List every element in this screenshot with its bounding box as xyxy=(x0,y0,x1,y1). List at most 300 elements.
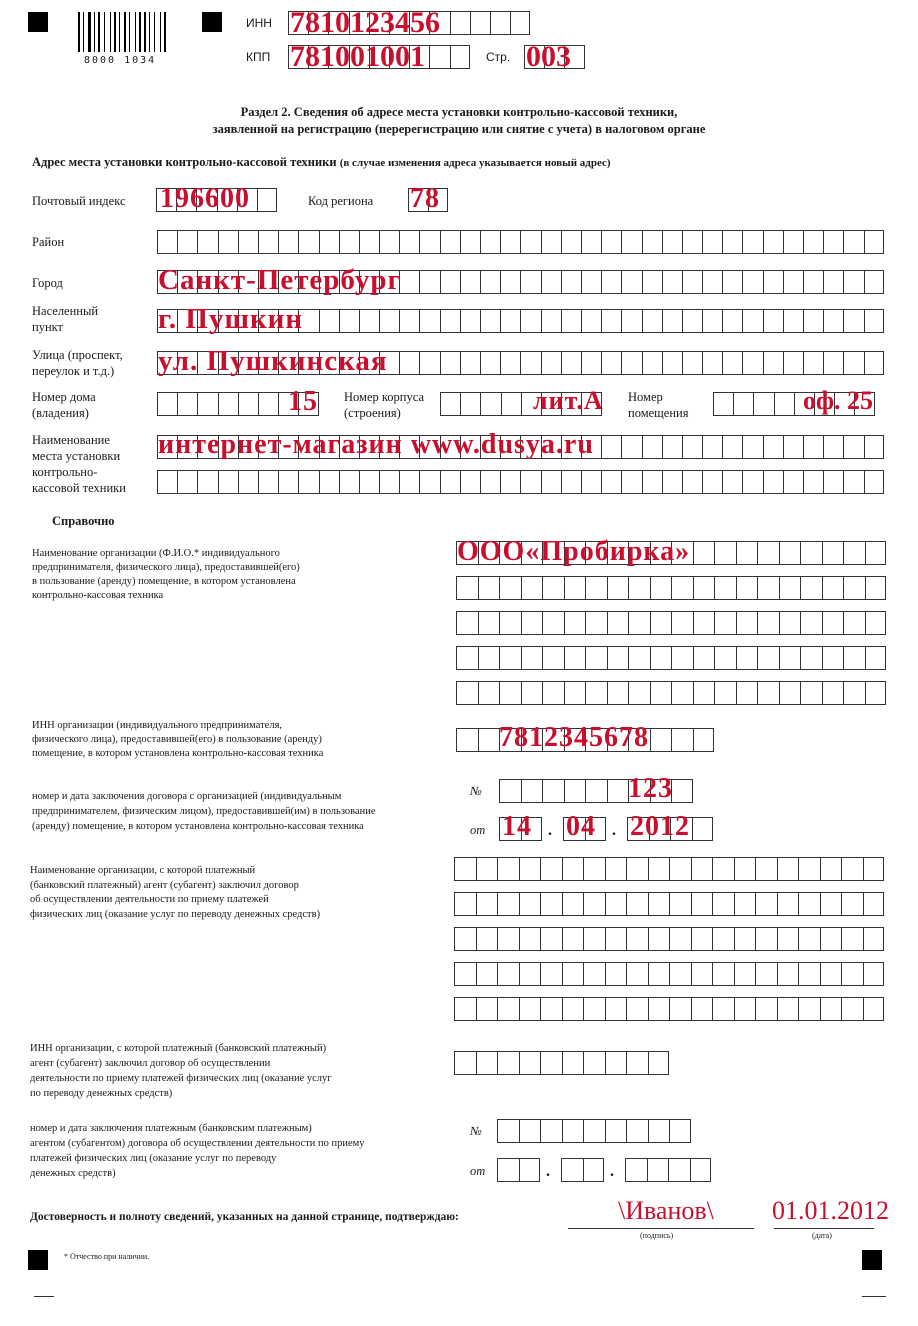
input-cell[interactable] xyxy=(542,681,564,705)
input-cell[interactable] xyxy=(763,309,783,333)
input-cell[interactable] xyxy=(820,962,842,986)
input-cell[interactable] xyxy=(319,470,339,494)
input-cell[interactable] xyxy=(820,997,842,1021)
input-cell[interactable] xyxy=(712,962,734,986)
agent-cells-row2[interactable] xyxy=(454,892,884,916)
input-cell[interactable] xyxy=(843,351,863,375)
input-cell[interactable] xyxy=(500,230,520,254)
input-cell[interactable] xyxy=(520,230,540,254)
input-cell[interactable] xyxy=(601,435,621,459)
agent-cells-row1[interactable] xyxy=(454,857,884,881)
input-cell[interactable] xyxy=(843,270,863,294)
input-cell[interactable] xyxy=(755,927,777,951)
input-cell[interactable] xyxy=(841,962,863,986)
input-cell[interactable] xyxy=(803,351,823,375)
input-cell[interactable] xyxy=(621,470,641,494)
input-cell[interactable] xyxy=(662,309,682,333)
input-cell[interactable] xyxy=(540,962,562,986)
input-cell[interactable] xyxy=(440,270,460,294)
input-cell[interactable] xyxy=(562,892,584,916)
input-cell[interactable] xyxy=(714,646,736,670)
input-cell[interactable] xyxy=(298,470,318,494)
input-cell[interactable] xyxy=(510,11,530,35)
input-cell[interactable] xyxy=(564,681,586,705)
input-cell[interactable] xyxy=(540,892,562,916)
input-cell[interactable] xyxy=(298,230,318,254)
input-cell[interactable] xyxy=(497,927,519,951)
input-cell[interactable] xyxy=(742,470,762,494)
input-cell[interactable] xyxy=(399,309,419,333)
input-cell[interactable] xyxy=(779,681,801,705)
input-cell[interactable] xyxy=(662,351,682,375)
input-cell[interactable] xyxy=(499,611,521,635)
input-cell[interactable] xyxy=(763,270,783,294)
input-cell[interactable] xyxy=(450,45,470,69)
input-cell[interactable] xyxy=(734,962,756,986)
input-cell[interactable] xyxy=(562,1119,584,1143)
input-cell[interactable] xyxy=(319,309,339,333)
input-cell[interactable] xyxy=(779,646,801,670)
input-cell[interactable] xyxy=(521,646,543,670)
input-cell[interactable] xyxy=(822,646,844,670)
input-cell[interactable] xyxy=(583,997,605,1021)
input-cell[interactable] xyxy=(753,392,773,416)
agent-contract-month-cells[interactable] xyxy=(561,1158,604,1182)
input-cell[interactable] xyxy=(440,230,460,254)
input-cell[interactable] xyxy=(460,351,480,375)
input-cell[interactable] xyxy=(521,779,543,803)
input-cell[interactable] xyxy=(454,892,476,916)
input-cell[interactable] xyxy=(499,681,521,705)
input-cell[interactable] xyxy=(521,681,543,705)
input-cell[interactable] xyxy=(419,351,439,375)
input-cell[interactable] xyxy=(480,309,500,333)
input-cell[interactable] xyxy=(519,997,541,1021)
input-cell[interactable] xyxy=(777,857,799,881)
org-cells-row3[interactable] xyxy=(456,611,886,635)
input-cell[interactable] xyxy=(803,309,823,333)
input-cell[interactable] xyxy=(650,728,672,752)
input-cell[interactable] xyxy=(702,270,722,294)
input-cell[interactable] xyxy=(798,892,820,916)
input-cell[interactable] xyxy=(803,435,823,459)
input-cell[interactable] xyxy=(460,309,480,333)
input-cell[interactable] xyxy=(671,646,693,670)
input-cell[interactable] xyxy=(693,576,715,600)
input-cell[interactable] xyxy=(500,470,520,494)
input-cell[interactable] xyxy=(621,309,641,333)
agent-inn-cells[interactable] xyxy=(454,1051,669,1075)
input-cell[interactable] xyxy=(440,309,460,333)
input-cell[interactable] xyxy=(823,309,843,333)
input-cell[interactable] xyxy=(605,1119,627,1143)
input-cell[interactable] xyxy=(480,270,500,294)
input-cell[interactable] xyxy=(542,576,564,600)
input-cell[interactable] xyxy=(822,681,844,705)
input-cell[interactable] xyxy=(583,927,605,951)
input-cell[interactable] xyxy=(669,997,691,1021)
input-cell[interactable] xyxy=(607,779,629,803)
input-cell[interactable] xyxy=(419,470,439,494)
input-cell[interactable] xyxy=(520,470,540,494)
input-cell[interactable] xyxy=(648,962,670,986)
input-cell[interactable] xyxy=(702,470,722,494)
input-cell[interactable] xyxy=(454,927,476,951)
input-cell[interactable] xyxy=(601,230,621,254)
input-cell[interactable] xyxy=(626,962,648,986)
input-cell[interactable] xyxy=(278,230,298,254)
input-cell[interactable] xyxy=(454,857,476,881)
input-cell[interactable] xyxy=(520,309,540,333)
input-cell[interactable] xyxy=(583,962,605,986)
input-cell[interactable] xyxy=(736,611,758,635)
input-cell[interactable] xyxy=(843,681,865,705)
input-cell[interactable] xyxy=(581,470,601,494)
input-cell[interactable] xyxy=(783,230,803,254)
input-cell[interactable] xyxy=(757,541,779,565)
place-cells-row2[interactable] xyxy=(157,470,884,494)
input-cell[interactable] xyxy=(803,470,823,494)
input-cell[interactable] xyxy=(359,230,379,254)
input-cell[interactable] xyxy=(605,927,627,951)
input-cell[interactable] xyxy=(757,681,779,705)
input-cell[interactable] xyxy=(456,646,478,670)
input-cell[interactable] xyxy=(562,857,584,881)
input-cell[interactable] xyxy=(519,892,541,916)
input-cell[interactable] xyxy=(605,892,627,916)
input-cell[interactable] xyxy=(669,962,691,986)
input-cell[interactable] xyxy=(258,230,278,254)
input-cell[interactable] xyxy=(476,857,498,881)
input-cell[interactable] xyxy=(562,927,584,951)
input-cell[interactable] xyxy=(581,230,601,254)
input-cell[interactable] xyxy=(820,892,842,916)
input-cell[interactable] xyxy=(585,646,607,670)
input-cell[interactable] xyxy=(440,392,460,416)
input-cell[interactable] xyxy=(379,230,399,254)
input-cell[interactable] xyxy=(803,230,823,254)
input-cell[interactable] xyxy=(419,309,439,333)
input-cell[interactable] xyxy=(693,611,715,635)
input-cell[interactable] xyxy=(607,646,629,670)
agent-cells-row4[interactable] xyxy=(454,962,884,986)
input-cell[interactable] xyxy=(601,309,621,333)
input-cell[interactable] xyxy=(822,611,844,635)
input-cell[interactable] xyxy=(691,857,713,881)
input-cell[interactable] xyxy=(642,470,662,494)
input-cell[interactable] xyxy=(542,611,564,635)
input-cell[interactable] xyxy=(238,470,258,494)
input-cell[interactable] xyxy=(662,470,682,494)
input-cell[interactable] xyxy=(490,11,510,35)
input-cell[interactable] xyxy=(843,435,863,459)
input-cell[interactable] xyxy=(429,45,449,69)
input-cell[interactable] xyxy=(757,611,779,635)
input-cell[interactable] xyxy=(800,681,822,705)
input-cell[interactable] xyxy=(478,728,500,752)
input-cell[interactable] xyxy=(500,351,520,375)
input-cell[interactable] xyxy=(626,997,648,1021)
input-cell[interactable] xyxy=(339,470,359,494)
input-cell[interactable] xyxy=(693,541,715,565)
input-cell[interactable] xyxy=(742,270,762,294)
input-cell[interactable] xyxy=(662,270,682,294)
input-cell[interactable] xyxy=(742,309,762,333)
agent-contract-year-cells[interactable] xyxy=(625,1158,711,1182)
input-cell[interactable] xyxy=(783,351,803,375)
org-cells-row2[interactable] xyxy=(456,576,886,600)
input-cell[interactable] xyxy=(562,962,584,986)
input-cell[interactable] xyxy=(197,392,217,416)
input-cell[interactable] xyxy=(581,270,601,294)
input-cell[interactable] xyxy=(863,962,885,986)
input-cell[interactable] xyxy=(755,857,777,881)
input-cell[interactable] xyxy=(800,576,822,600)
input-cell[interactable] xyxy=(581,351,601,375)
input-cell[interactable] xyxy=(607,681,629,705)
input-cell[interactable] xyxy=(519,857,541,881)
input-cell[interactable] xyxy=(693,646,715,670)
input-cell[interactable] xyxy=(823,435,843,459)
input-cell[interactable] xyxy=(456,728,478,752)
input-cell[interactable] xyxy=(399,351,419,375)
input-cell[interactable] xyxy=(783,309,803,333)
input-cell[interactable] xyxy=(722,230,742,254)
input-cell[interactable] xyxy=(476,927,498,951)
input-cell[interactable] xyxy=(460,470,480,494)
input-cell[interactable] xyxy=(712,892,734,916)
input-cell[interactable] xyxy=(642,270,662,294)
input-cell[interactable] xyxy=(540,1119,562,1143)
input-cell[interactable] xyxy=(864,470,884,494)
input-cell[interactable] xyxy=(585,576,607,600)
input-cell[interactable] xyxy=(520,351,540,375)
input-cell[interactable] xyxy=(419,270,439,294)
input-cell[interactable] xyxy=(564,611,586,635)
input-cell[interactable] xyxy=(662,230,682,254)
input-cell[interactable] xyxy=(626,857,648,881)
input-cell[interactable] xyxy=(561,309,581,333)
input-cell[interactable] xyxy=(691,997,713,1021)
input-cell[interactable] xyxy=(456,611,478,635)
input-cell[interactable] xyxy=(800,611,822,635)
input-cell[interactable] xyxy=(561,230,581,254)
input-cell[interactable] xyxy=(864,230,884,254)
input-cell[interactable] xyxy=(757,646,779,670)
input-cell[interactable] xyxy=(499,576,521,600)
input-cell[interactable] xyxy=(843,576,865,600)
input-cell[interactable] xyxy=(562,1051,584,1075)
input-cell[interactable] xyxy=(540,997,562,1021)
input-cell[interactable] xyxy=(642,435,662,459)
input-cell[interactable] xyxy=(621,351,641,375)
input-cell[interactable] xyxy=(865,541,887,565)
input-cell[interactable] xyxy=(800,541,822,565)
input-cell[interactable] xyxy=(671,779,693,803)
input-cell[interactable] xyxy=(541,309,561,333)
input-cell[interactable] xyxy=(177,392,197,416)
input-cell[interactable] xyxy=(714,681,736,705)
input-cell[interactable] xyxy=(605,857,627,881)
input-cell[interactable] xyxy=(278,470,298,494)
input-cell[interactable] xyxy=(541,351,561,375)
input-cell[interactable] xyxy=(682,230,702,254)
input-cell[interactable] xyxy=(218,470,238,494)
input-cell[interactable] xyxy=(757,576,779,600)
input-cell[interactable] xyxy=(642,351,662,375)
input-cell[interactable] xyxy=(863,892,885,916)
agent-contract-no-cells[interactable] xyxy=(497,1119,691,1143)
input-cell[interactable] xyxy=(399,470,419,494)
input-cell[interactable] xyxy=(585,681,607,705)
input-cell[interactable] xyxy=(519,1051,541,1075)
input-cell[interactable] xyxy=(843,646,865,670)
input-cell[interactable] xyxy=(319,230,339,254)
input-cell[interactable] xyxy=(500,270,520,294)
input-cell[interactable] xyxy=(497,1051,519,1075)
input-cell[interactable] xyxy=(691,962,713,986)
input-cell[interactable] xyxy=(722,351,742,375)
input-cell[interactable] xyxy=(779,541,801,565)
input-cell[interactable] xyxy=(561,470,581,494)
input-cell[interactable] xyxy=(647,1158,669,1182)
input-cell[interactable] xyxy=(379,309,399,333)
input-cell[interactable] xyxy=(541,270,561,294)
input-cell[interactable] xyxy=(843,230,863,254)
input-cell[interactable] xyxy=(777,927,799,951)
input-cell[interactable] xyxy=(820,857,842,881)
input-cell[interactable] xyxy=(722,470,742,494)
input-cell[interactable] xyxy=(601,470,621,494)
input-cell[interactable] xyxy=(669,927,691,951)
input-cell[interactable] xyxy=(177,230,197,254)
input-cell[interactable] xyxy=(800,646,822,670)
input-cell[interactable] xyxy=(541,230,561,254)
input-cell[interactable] xyxy=(843,611,865,635)
input-cell[interactable] xyxy=(379,470,399,494)
input-cell[interactable] xyxy=(258,392,278,416)
input-cell[interactable] xyxy=(682,470,702,494)
input-cell[interactable] xyxy=(521,576,543,600)
input-cell[interactable] xyxy=(783,435,803,459)
input-cell[interactable] xyxy=(540,857,562,881)
input-cell[interactable] xyxy=(339,309,359,333)
input-cell[interactable] xyxy=(541,470,561,494)
input-cell[interactable] xyxy=(648,1119,670,1143)
input-cell[interactable] xyxy=(669,857,691,881)
input-cell[interactable] xyxy=(864,351,884,375)
input-cell[interactable] xyxy=(662,435,682,459)
input-cell[interactable] xyxy=(734,892,756,916)
input-cell[interactable] xyxy=(625,1158,647,1182)
input-cell[interactable] xyxy=(843,470,863,494)
input-cell[interactable] xyxy=(648,927,670,951)
agent-cells-row5[interactable] xyxy=(454,997,884,1021)
input-cell[interactable] xyxy=(626,1051,648,1075)
input-cell[interactable] xyxy=(359,470,379,494)
input-cell[interactable] xyxy=(865,681,887,705)
input-cell[interactable] xyxy=(763,351,783,375)
input-cell[interactable] xyxy=(755,892,777,916)
input-cell[interactable] xyxy=(669,892,691,916)
input-cell[interactable] xyxy=(691,927,713,951)
input-cell[interactable] xyxy=(783,270,803,294)
input-cell[interactable] xyxy=(702,230,722,254)
input-cell[interactable] xyxy=(476,997,498,1021)
input-cell[interactable] xyxy=(648,1051,670,1075)
input-cell[interactable] xyxy=(583,1119,605,1143)
agent-cells-row3[interactable] xyxy=(454,927,884,951)
input-cell[interactable] xyxy=(500,309,520,333)
input-cell[interactable] xyxy=(561,270,581,294)
input-cell[interactable] xyxy=(863,857,885,881)
input-cell[interactable] xyxy=(626,927,648,951)
input-cell[interactable] xyxy=(621,230,641,254)
input-cell[interactable] xyxy=(470,11,490,35)
input-cell[interactable] xyxy=(542,646,564,670)
input-cell[interactable] xyxy=(712,927,734,951)
input-cell[interactable] xyxy=(822,576,844,600)
input-cell[interactable] xyxy=(583,1051,605,1075)
input-cell[interactable] xyxy=(478,576,500,600)
input-cell[interactable] xyxy=(520,270,540,294)
input-cell[interactable] xyxy=(779,576,801,600)
input-cell[interactable] xyxy=(823,270,843,294)
input-cell[interactable] xyxy=(722,435,742,459)
input-cell[interactable] xyxy=(460,392,480,416)
input-cell[interactable] xyxy=(755,997,777,1021)
input-cell[interactable] xyxy=(712,997,734,1021)
input-cell[interactable] xyxy=(713,392,733,416)
input-cell[interactable] xyxy=(742,351,762,375)
input-cell[interactable] xyxy=(671,576,693,600)
input-cell[interactable] xyxy=(841,857,863,881)
input-cell[interactable] xyxy=(783,470,803,494)
input-cell[interactable] xyxy=(650,576,672,600)
input-cell[interactable] xyxy=(702,351,722,375)
input-cell[interactable] xyxy=(601,351,621,375)
input-cell[interactable] xyxy=(585,611,607,635)
input-cell[interactable] xyxy=(798,927,820,951)
input-cell[interactable] xyxy=(648,857,670,881)
input-cell[interactable] xyxy=(642,309,662,333)
input-cell[interactable] xyxy=(454,962,476,986)
input-cell[interactable] xyxy=(648,997,670,1021)
input-cell[interactable] xyxy=(497,857,519,881)
input-cell[interactable] xyxy=(399,230,419,254)
input-cell[interactable] xyxy=(540,1051,562,1075)
input-cell[interactable] xyxy=(258,470,278,494)
input-cell[interactable] xyxy=(865,611,887,635)
input-cell[interactable] xyxy=(460,270,480,294)
input-cell[interactable] xyxy=(607,576,629,600)
input-cell[interactable] xyxy=(841,997,863,1021)
input-cell[interactable] xyxy=(798,962,820,986)
input-cell[interactable] xyxy=(668,1158,690,1182)
input-cell[interactable] xyxy=(257,188,277,212)
input-cell[interactable] xyxy=(478,681,500,705)
input-cell[interactable] xyxy=(669,1119,691,1143)
input-cell[interactable] xyxy=(642,230,662,254)
input-cell[interactable] xyxy=(823,230,843,254)
input-cell[interactable] xyxy=(561,1158,583,1182)
input-cell[interactable] xyxy=(798,857,820,881)
input-cell[interactable] xyxy=(671,611,693,635)
input-cell[interactable] xyxy=(841,892,863,916)
input-cell[interactable] xyxy=(399,270,419,294)
input-cell[interactable] xyxy=(774,392,794,416)
input-cell[interactable] xyxy=(864,270,884,294)
